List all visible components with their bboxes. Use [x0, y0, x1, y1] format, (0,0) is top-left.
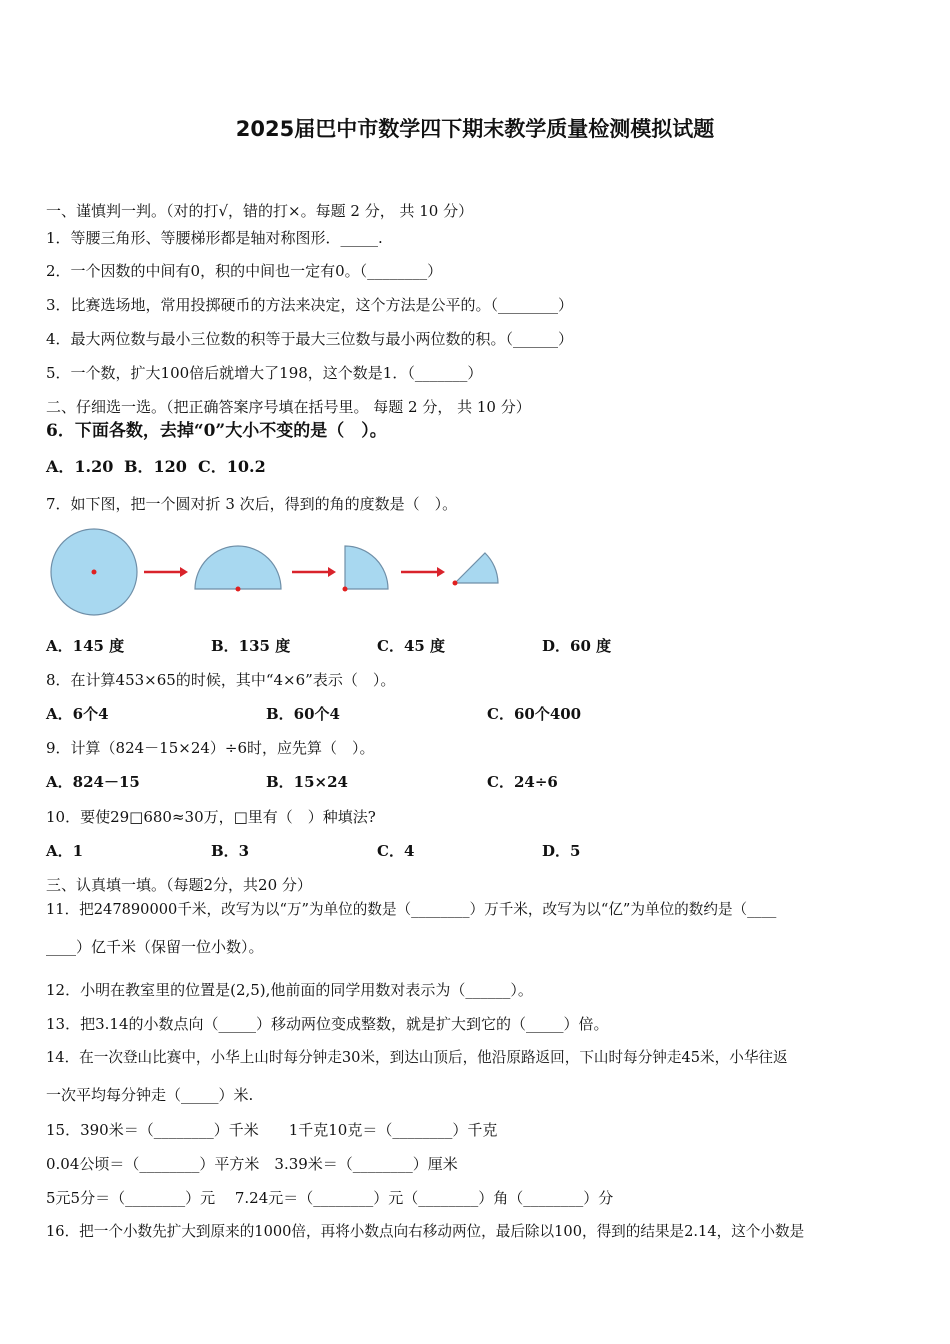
- section2-header: 二、仔细选一选。（把正确答案序号填在括号里。 每题 2 分， 共 10 分）: [46, 398, 531, 416]
- arrow-2: [292, 567, 336, 577]
- question-15-line2: 0.04公顷＝（________）平方米 3.39米＝（________）厘米: [46, 1155, 458, 1173]
- question-15-line1: 15．390米＝（________）千米 1千克10克＝（________）千克: [46, 1121, 498, 1139]
- fold-circle-figure: [46, 525, 506, 624]
- question-3: 3．比赛选场地，常用投掷硬币的方法来决定，这个方法是公平的。（________）: [46, 296, 574, 314]
- question-15-line3: 5元5分＝（________）元 7.24元＝（________）元（________）角（________）分: [46, 1189, 614, 1207]
- eighth-circle-dot: [453, 581, 458, 586]
- q8-option-c: C．60个400: [487, 705, 582, 723]
- half-circle-shape: [195, 546, 281, 589]
- quarter-circle-shape: [345, 546, 388, 589]
- q10-option-b: B．3: [211, 842, 250, 860]
- section3-header: 三、认真填一填。（每题2分，共20 分）: [46, 876, 312, 894]
- q6-option-b: B．120: [124, 457, 187, 476]
- question-7: 7．如下图，把一个圆对折 3 次后，得到的角的度数是（ ）。: [46, 495, 458, 513]
- q9-option-b: B．15×24: [266, 773, 348, 791]
- question-11-line2: ____）亿千米（保留一位小数）。: [46, 938, 264, 956]
- question-6: 6．下面各数，去掉“0”大小不变的是（ ）。: [46, 421, 387, 441]
- question-11-line1: 11．把247890000千米，改写为以“万”为单位的数是（________）万千米，改写为以“亿”为单位的数约是（____: [46, 901, 777, 918]
- q7-option-b: B．135 度: [211, 637, 291, 655]
- section1-header: 一、谨慎判一判。（对的打√，错的打×。每题 2 分， 共 10 分）: [46, 202, 474, 220]
- question-10: 10．要使29□680≈30万，□里有（ ）种填法?: [46, 808, 376, 826]
- question-16: 16．把一个小数先扩大到原来的1000倍，再将小数点向右移动两位，最后除以100，得到的结果是2.14，这个小数是: [46, 1223, 805, 1240]
- arrow-3: [401, 567, 445, 577]
- question-1: 1．等腰三角形、等腰梯形都是轴对称图形．_____.: [46, 229, 383, 247]
- q10-option-d: D．5: [542, 842, 581, 860]
- question-4: 4．最大两位数与最小三位数的积等于最大三位数与最小两位数的积。（______）: [46, 330, 574, 348]
- q6-option-a: A．1.20: [46, 457, 114, 476]
- question-13: 13．把3.14的小数点向（_____）移动两位变成整数，就是扩大到它的（_____）倍。: [46, 1015, 609, 1033]
- question-14-line2: 一次平均每分钟走（_____）米.: [46, 1086, 254, 1104]
- page-title: 2025届巴中市数学四下期末教学质量检测模拟试题: [235, 117, 715, 141]
- q10-option-c: C．4: [377, 842, 415, 860]
- question-14-line1: 14．在一次登山比赛中，小华上山时每分钟走30米，到达山顶后，他沿原路返回，下山时每分钟走45米，小华往返: [46, 1049, 788, 1066]
- q7-option-c: C．45 度: [377, 637, 446, 655]
- question-5: 5．一个数，扩大100倍后就增大了198，这个数是1．（_______）: [46, 364, 483, 382]
- q7-option-d: D．60 度: [542, 637, 612, 655]
- arrow-1: [144, 567, 188, 577]
- q7-option-a: A．145 度: [46, 637, 125, 655]
- question-12: 12．小明在教室里的位置是(2,5),他前面的同学用数对表示为（______）。: [46, 981, 533, 999]
- q8-option-a: A．6个4: [46, 705, 109, 723]
- q10-option-a: A．1: [46, 842, 84, 860]
- q9-option-a: A．824－15: [46, 773, 140, 791]
- q9-option-c: C．24÷6: [487, 773, 558, 791]
- q8-option-b: B．60个4: [266, 705, 340, 723]
- quarter-circle-dot: [343, 587, 348, 592]
- question-2: 2．一个因数的中间有0，积的中间也一定有0。（________）: [46, 262, 443, 280]
- half-circle-dot: [236, 587, 241, 592]
- eighth-circle-shape: [455, 553, 498, 583]
- question-8: 8．在计算453×65的时候，其中“4×6”表示（ ）。: [46, 671, 396, 689]
- question-9: 9．计算（824－15×24）÷6时，应先算（ ）。: [46, 739, 375, 757]
- circle-center-dot: [92, 570, 97, 575]
- q6-option-c: C．10.2: [198, 457, 266, 476]
